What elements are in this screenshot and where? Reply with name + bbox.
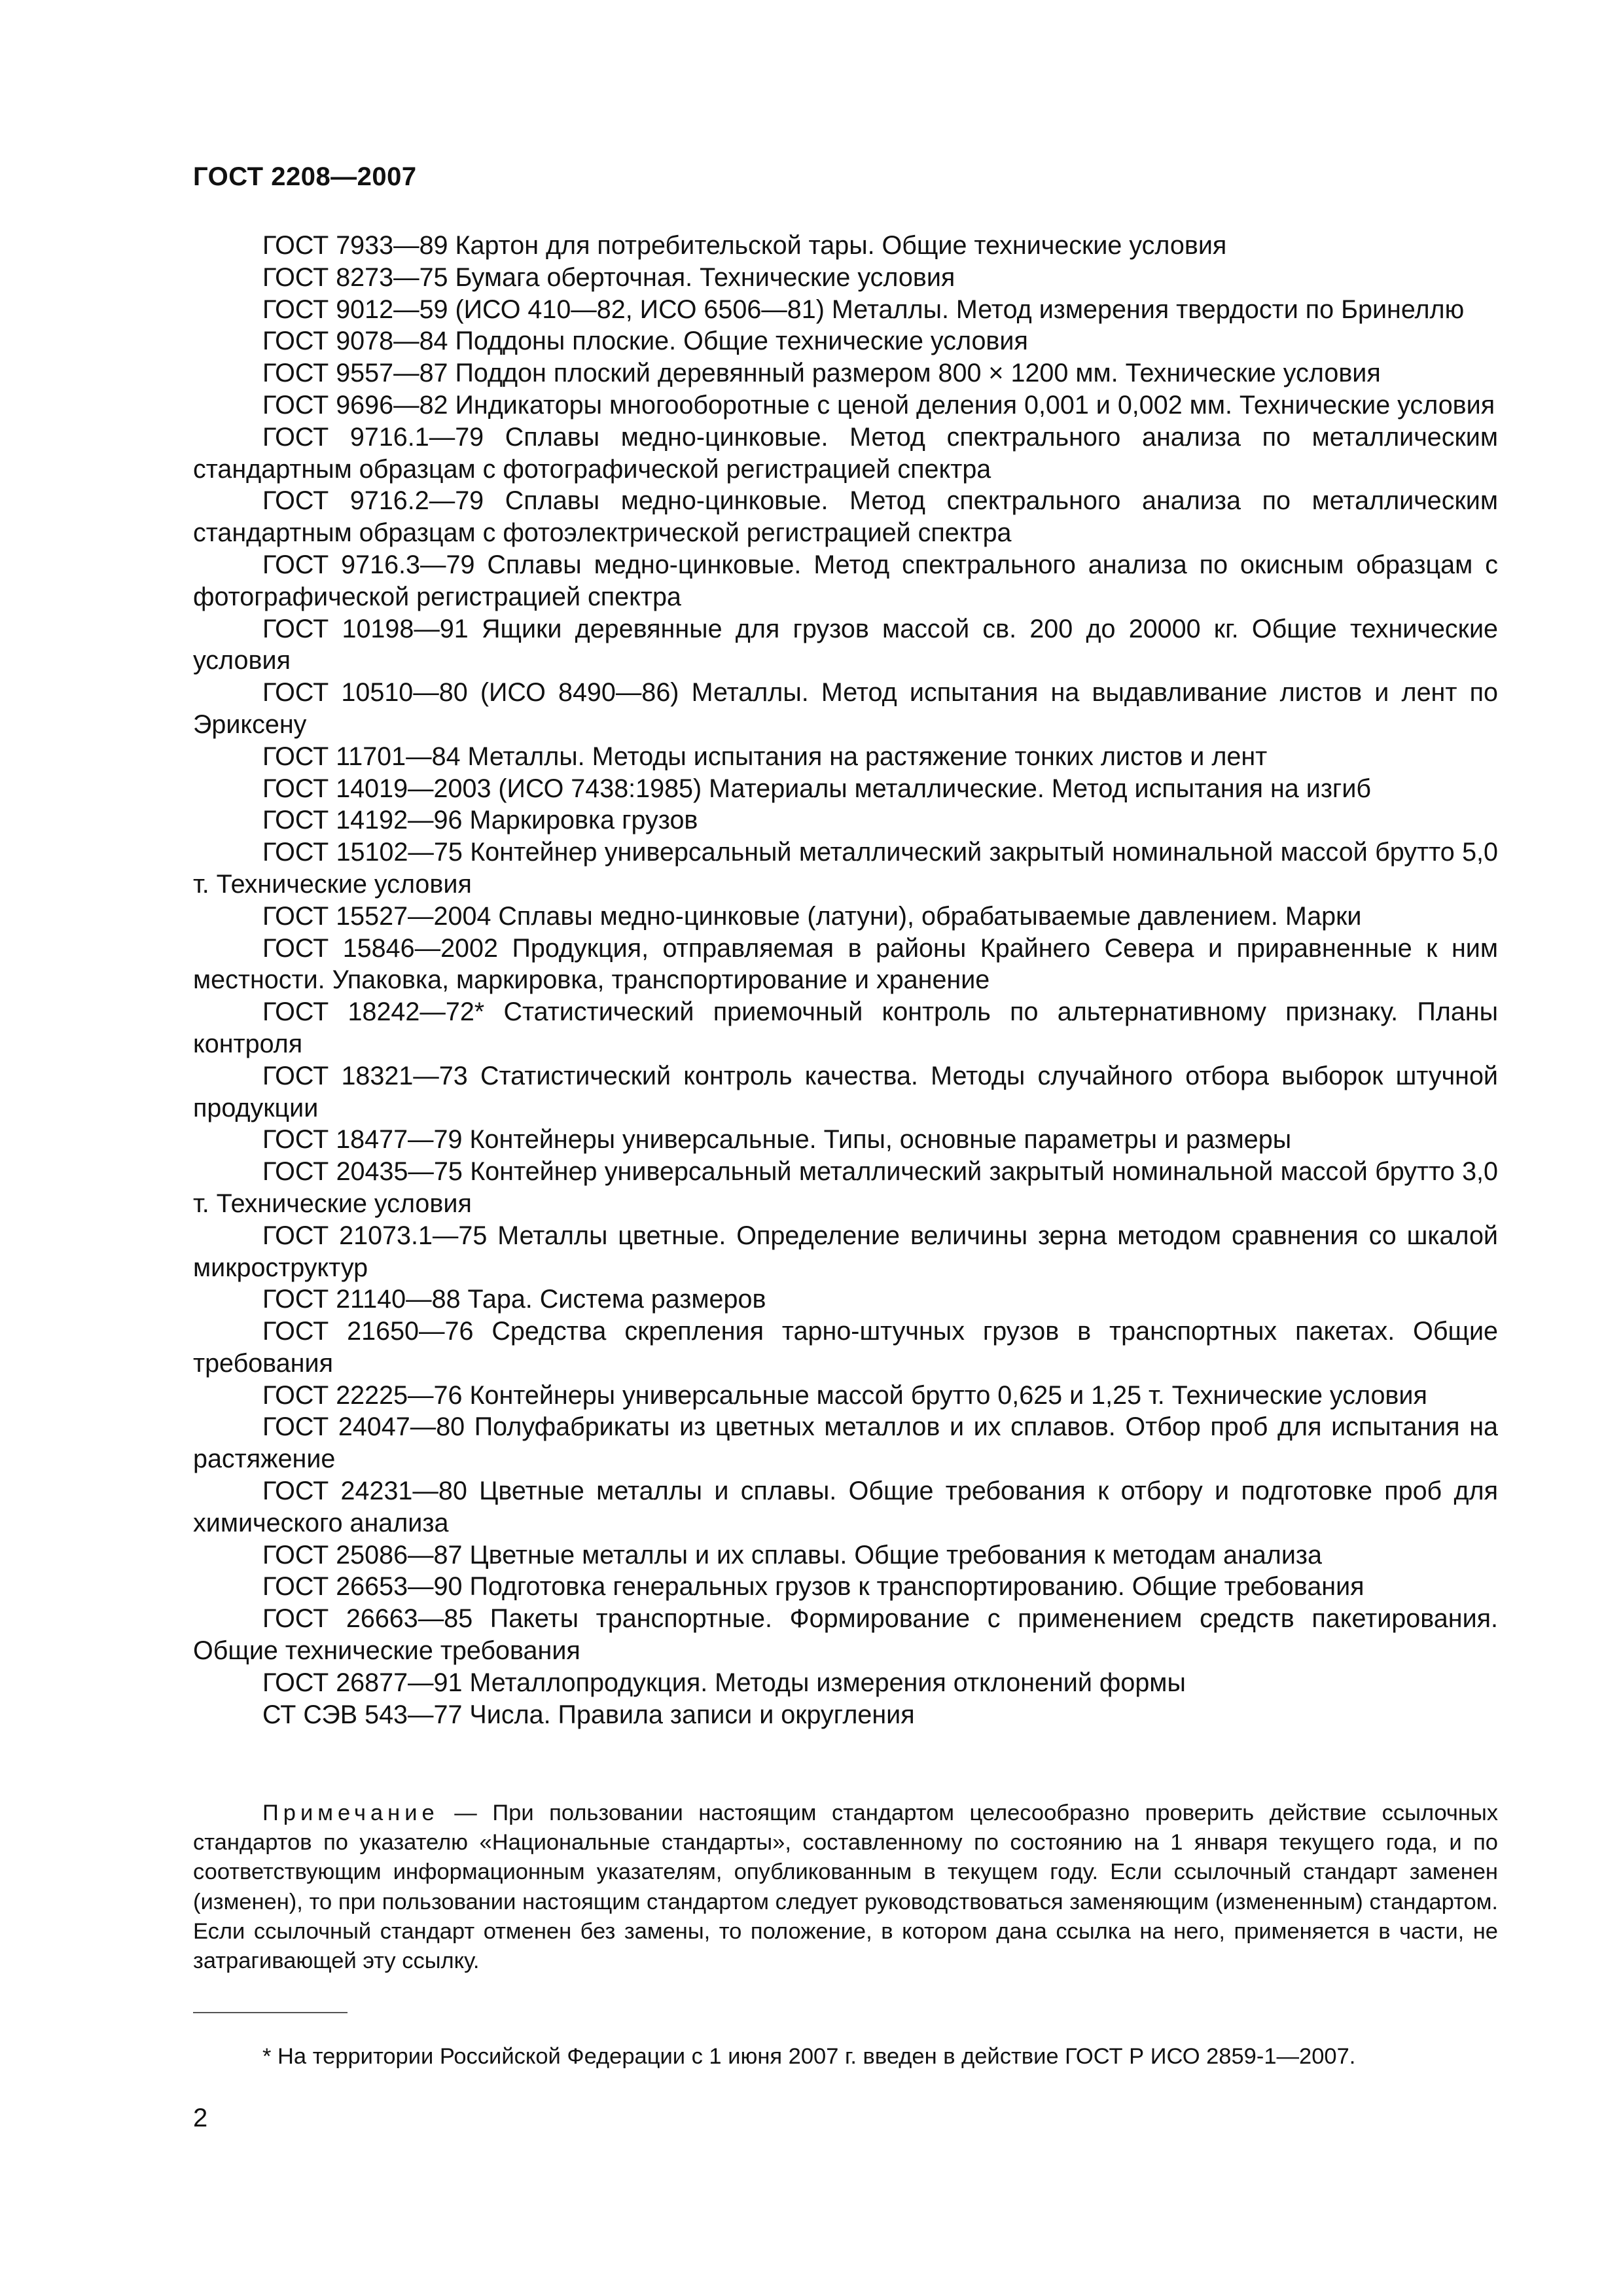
reference-item: ГОСТ 25086—87 Цветные металлы и их сплавы. Общие требования к методам анализа: [262, 1540, 1322, 1570]
reference-item: ГОСТ 26663—85 Пакеты транспортные. Формирование с применением средств пакетирования. Общие технические требования: [193, 1604, 1498, 1666]
reference-item: ГОСТ 9716.3—79 Сплавы медно-цинковые. Метод спектрального анализа по окисным образцам с фотографической регистрацией спектра: [193, 550, 1498, 611]
reference-item: ГОСТ 9696—82 Индикаторы многооборотные с ценой деления 0,001 и 0,002 мм. Технические условия: [262, 390, 1495, 420]
reference-item: ГОСТ 26877—91 Металлопродукция. Методы измерения отклонений формы: [262, 1668, 1186, 1697]
reference-item: ГОСТ 8273—75 Бумага оберточная. Технические условия: [262, 262, 955, 292]
reference-item: ГОСТ 24047—80 Полуфабрикаты из цветных металлов и их сплавов. Отбор проб для испытания на растяжение: [193, 1412, 1498, 1474]
reference-item: ГОСТ 21140—88 Тара. Система размеров: [262, 1285, 766, 1314]
footnote-divider: [193, 2012, 348, 2013]
reference-item: ГОСТ 21073.1—75 Металлы цветные. Определение величины зерна методом сравнения со шкалой микроструктур: [193, 1221, 1498, 1282]
reference-item: ГОСТ 7933—89 Картон для потребительской тары. Общие технические условия: [262, 231, 1227, 260]
reference-item: ГОСТ 15846—2002 Продукция, отправляемая в районы Крайнего Севера и приравненные к ним местности. Упаковка, маркировка, транспортирование и хранение: [193, 933, 1498, 995]
reference-item: ГОСТ 26653—90 Подготовка генеральных грузов к транспортированию. Общие требования: [262, 1572, 1364, 1602]
page-number: 2: [193, 2104, 208, 2132]
reference-item: СТ СЭВ 543—77 Числа. Правила записи и округления: [262, 1700, 915, 1729]
reference-item: ГОСТ 15102—75 Контейнер универсальный металлический закрытый номинальной массой брутто 5,0 т. Технические условия: [193, 838, 1498, 899]
normative-references-list: [193, 230, 1498, 1731]
reference-item: ГОСТ 18321—73 Статистический контроль качества. Методы случайного отбора выборок штучной продукции: [193, 1061, 1498, 1122]
reference-item: ГОСТ 18242—72* Статистический приемочный контроль по альтернативному признаку. Планы контроля: [193, 997, 1498, 1058]
reference-item: ГОСТ 20435—75 Контейнер универсальный металлический закрытый номинальной массой брутто 3,0 т. Технические условия: [193, 1157, 1498, 1218]
note-paragraph: [193, 1799, 1498, 1976]
note-text: — При пользовании настоящим стандартом целесообразно проверить действие ссылочных стандартов по указателю «Национальные стандарты», составленному по состоянию на 1 января текущего года, и по соответствующим информационным указателям, опубликованным в текущем году. Если ссылочный стандарт заменен (изменен), то при пользовании настоящим стандартом следует руководствоваться заменяющим (измененным) стандартом. Если ссылочный стандарт отменен без замены, то положение, в котором дана ссылка на него, применяется в части, не затрагивающей эту ссылку.: [193, 1801, 1498, 1974]
reference-item: ГОСТ 14192—96 Маркировка грузов: [262, 806, 698, 835]
reference-item: ГОСТ 9716.1—79 Сплавы медно-цинковые. Метод спектрального анализа по металлическим стандартным образцам с фотографической регистрацией спектра: [193, 422, 1498, 484]
reference-item: ГОСТ 9716.2—79 Сплавы медно-цинковые. Метод спектрального анализа по металлическим стандартным образцам с фотоэлектрической регистрацией спектра: [193, 486, 1498, 548]
reference-item: ГОСТ 14019—2003 (ИСО 7438:1985) Материалы металлические. Метод испытания на изгиб: [262, 774, 1372, 803]
reference-item: ГОСТ 9557—87 Поддон плоский деревянный размером 800 × 1200 мм. Технические условия: [262, 359, 1381, 388]
reference-item: ГОСТ 22225—76 Контейнеры универсальные массой брутто 0,625 и 1,25 т. Технические условия: [262, 1380, 1427, 1410]
footnote: * На территории Российской Федерации с 1 июня 2007 г. введен в действие ГОСТ Р ИСО 2859-1—2007.: [262, 2044, 1356, 2069]
reference-item: ГОСТ 10510—80 (ИСО 8490—86) Металлы. Метод испытания на выдавливание листов и лент по Эриксену: [193, 678, 1498, 739]
note-label: Примечание: [262, 1801, 439, 1825]
reference-item: ГОСТ 9012—59 (ИСО 410—82, ИСО 6506—81) Металлы. Метод измерения твердости по Бринеллю: [262, 295, 1465, 324]
document-header: ГОСТ 2208—2007: [193, 162, 417, 191]
reference-item: ГОСТ 11701—84 Металлы. Методы испытания на растяжение тонких листов и лент: [262, 742, 1268, 771]
reference-item: ГОСТ 9078—84 Поддоны плоские. Общие технические условия: [262, 327, 1028, 356]
reference-item: ГОСТ 10198—91 Ящики деревянные для грузов массой св. 200 до 20000 кг. Общие технические условия: [193, 614, 1498, 675]
reference-item: ГОСТ 24231—80 Цветные металлы и сплавы. Общие требования к отбору и подготовке проб для химического анализа: [193, 1477, 1498, 1537]
reference-item: ГОСТ 21650—76 Средства скрепления тарно-штучных грузов в транспортных пакетах. Общие требования: [193, 1317, 1498, 1378]
reference-item: ГОСТ 15527—2004 Сплавы медно-цинковые (латуни), обрабатываемые давлением. Марки: [262, 901, 1362, 931]
reference-item: ГОСТ 18477—79 Контейнеры универсальные. Типы, основные параметры и размеры: [262, 1125, 1292, 1155]
